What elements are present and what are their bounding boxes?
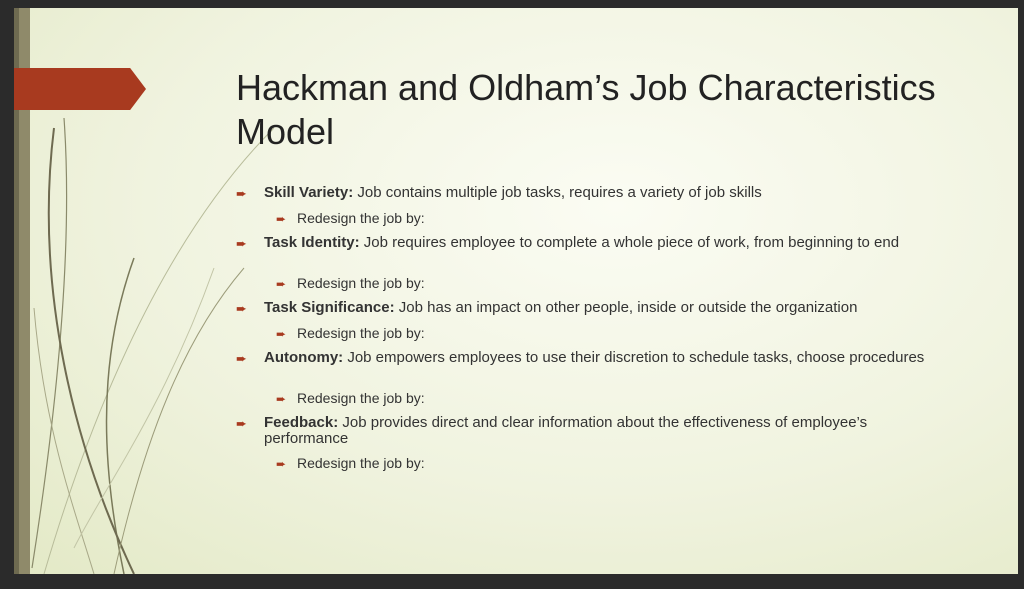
- list-item: [236, 415, 951, 455]
- swoosh-line: [107, 258, 135, 574]
- slide-title: Hackman and Oldham’s Job Characteristics Model: [236, 67, 936, 152]
- swoosh-line: [49, 128, 134, 574]
- item-heading: Autonomy:: [264, 349, 344, 366]
- sub-item-text: Redesign the job by:: [297, 455, 425, 471]
- sub-item-text: Redesign the job by:: [297, 275, 425, 291]
- swoosh-line: [74, 268, 214, 548]
- arrow-bullet-icon: ➨: [236, 301, 247, 316]
- item-text: Job contains multiple job tasks, requires a variety of job skills: [353, 184, 762, 201]
- swoosh-line: [114, 268, 244, 574]
- item-text: Job has an impact on other people, inside or outside the organization: [394, 299, 858, 316]
- swoosh-line: [34, 308, 94, 574]
- arrow-bullet-icon: ➨: [276, 392, 287, 406]
- arrow-bullet-icon: ➨: [276, 212, 287, 226]
- arrow-bullet-icon: ➨: [236, 236, 247, 251]
- item-heading: Skill Variety:: [264, 184, 354, 201]
- sub-list-item: [236, 210, 951, 235]
- item-heading: Feedback:: [264, 414, 339, 431]
- title-accent-arrow: [14, 68, 146, 110]
- list-item: [236, 300, 951, 325]
- list-item: [236, 185, 951, 210]
- sub-list-item: [236, 455, 951, 480]
- sub-list-item: [236, 275, 951, 300]
- list-item: [236, 350, 951, 390]
- arrow-bullet-icon: ➨: [276, 327, 287, 341]
- item-text: Job empowers employees to use their discretion to schedule tasks, choose procedures: [343, 349, 925, 366]
- item-heading: Task Significance:: [264, 299, 395, 316]
- list-item: [236, 235, 951, 275]
- bullet-list: [236, 185, 951, 480]
- arrow-bullet-icon: ➨: [276, 277, 287, 291]
- arrow-bullet-icon: ➨: [276, 457, 287, 471]
- item-text: Job provides direct and clear information about the effectiveness of employee’s performance: [264, 414, 868, 447]
- sub-item-text: Redesign the job by:: [297, 325, 425, 341]
- slide: [14, 8, 1018, 574]
- item-heading: Task Identity:: [264, 234, 360, 251]
- item-text: Job requires employee to complete a whole piece of work, from beginning to end: [359, 234, 900, 251]
- sub-list-item: [236, 390, 951, 415]
- sub-list-item: [236, 325, 951, 350]
- arrow-bullet-icon: ➨: [236, 186, 247, 201]
- arrow-bullet-icon: ➨: [236, 351, 247, 366]
- sub-item-text: Redesign the job by:: [297, 390, 425, 406]
- arrow-bullet-icon: ➨: [236, 416, 247, 431]
- sub-item-text: Redesign the job by:: [297, 210, 425, 226]
